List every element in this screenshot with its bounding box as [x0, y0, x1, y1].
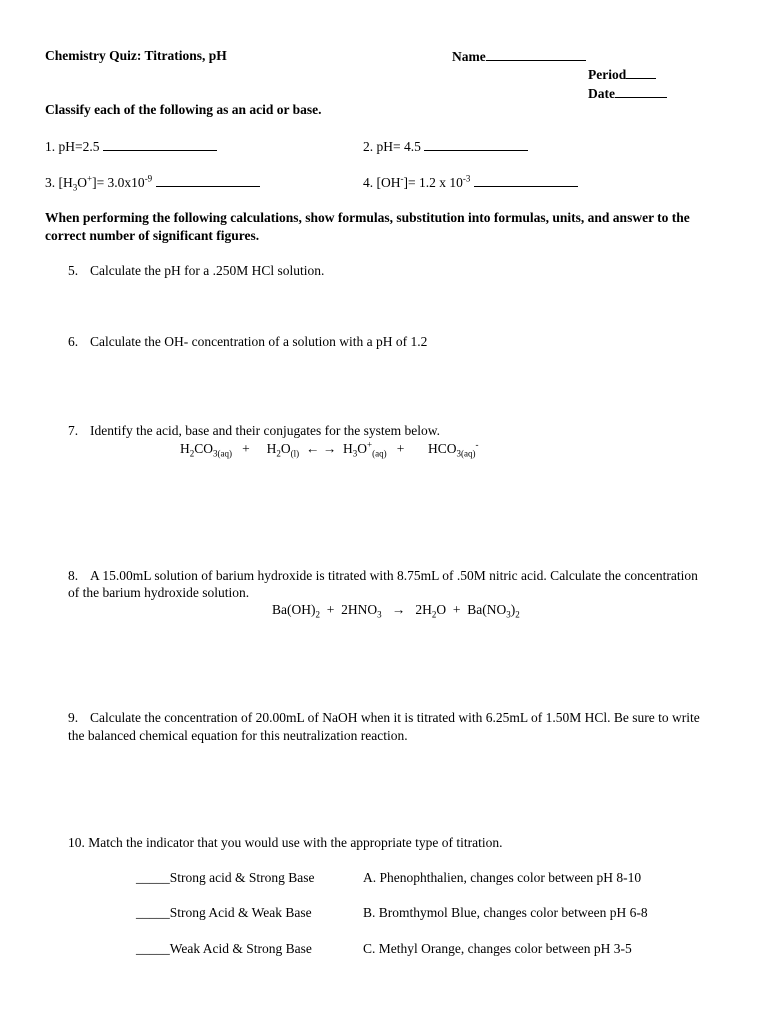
match-right-c: C. Methyl Orange, changes color between pH 3-5 [363, 941, 632, 956]
question-3: 3. $[H_3O^+]= 3.0x10^{-9}$ [45, 174, 260, 191]
equation-7: $H_2CO_{3(aq)}$ + $H_2O_{(l)}$ ← → $H_3O^+_{(aq)}$ + $HCO_{3(aq)}^-$ [180, 439, 479, 459]
question-4: 4. [OH-]= 1.2 x $10^{-3}$ [363, 174, 578, 191]
question-9: 9. Calculate the concentration of 20.00mL of NaOH when it is titrated with 6.25mL of 1.50M HCl. Be sure to write the balanced chemical equation for this neutralization reaction. [68, 710, 700, 743]
question-6: 6. Calculate the OH- concentration of a solution with a pH of 1.2 [68, 334, 428, 349]
match-left-3[interactable]: _____Weak Acid & Strong Base [136, 941, 312, 956]
question-7: 7. Identify the acid, base and their conjugates for the system below. [68, 423, 441, 438]
match-right-b: B. Bromthymol Blue, changes color between pH 6-8 [363, 905, 648, 920]
question-5: 5. Calculate the pH for a .250M HCl solution. [68, 263, 325, 278]
name-label: Name [452, 49, 486, 64]
name-blank[interactable] [486, 48, 586, 61]
quiz-title: Chemistry Quiz: Titrations, pH [45, 48, 227, 63]
equation-8: $Ba(OH)_2 + 2HNO_3$ → $2H_2O + Ba(NO_3)_2$ [272, 602, 520, 620]
date-label: Date [588, 86, 615, 101]
question-8: 8. A 15.00mL solution of barium hydroxide is titrated with 8.75mL of .50M nitric acid. Calculate the concentration of the barium hydroxide solution. [68, 568, 698, 600]
equilibrium-arrow: ← → [305, 441, 337, 456]
q1-answer-blank[interactable] [103, 138, 217, 151]
date-field[interactable] [588, 85, 667, 102]
period-blank[interactable] [626, 66, 656, 79]
reaction-arrow: → [391, 602, 406, 617]
calculation-instruction: When performing the following calculations, show formulas, substitution into formulas, units, and answer to the correct number of significant figures. [45, 210, 690, 243]
match-left-1[interactable]: _____Strong acid & Strong Base [136, 870, 315, 885]
name-field[interactable] [452, 48, 586, 65]
date-blank[interactable] [615, 85, 667, 98]
match-right-a: A. Phenophthalien, changes color between pH 8-10 [363, 870, 642, 885]
period-field[interactable] [588, 66, 656, 83]
question-10: 10. Match the indicator that you would use with the appropriate type of titration. [68, 835, 503, 850]
q3-answer-blank[interactable] [156, 174, 260, 187]
q2-answer-blank[interactable] [424, 138, 528, 151]
q4-answer-blank[interactable] [474, 174, 578, 187]
question-1: 1. pH=2.5 [45, 138, 217, 155]
classify-instruction: Classify each of the following as an acid or base. [45, 102, 322, 117]
match-left-2[interactable]: _____Strong Acid & Weak Base [136, 905, 312, 920]
period-label: Period [588, 67, 627, 82]
question-2: 2. pH= 4.5 [363, 138, 528, 155]
